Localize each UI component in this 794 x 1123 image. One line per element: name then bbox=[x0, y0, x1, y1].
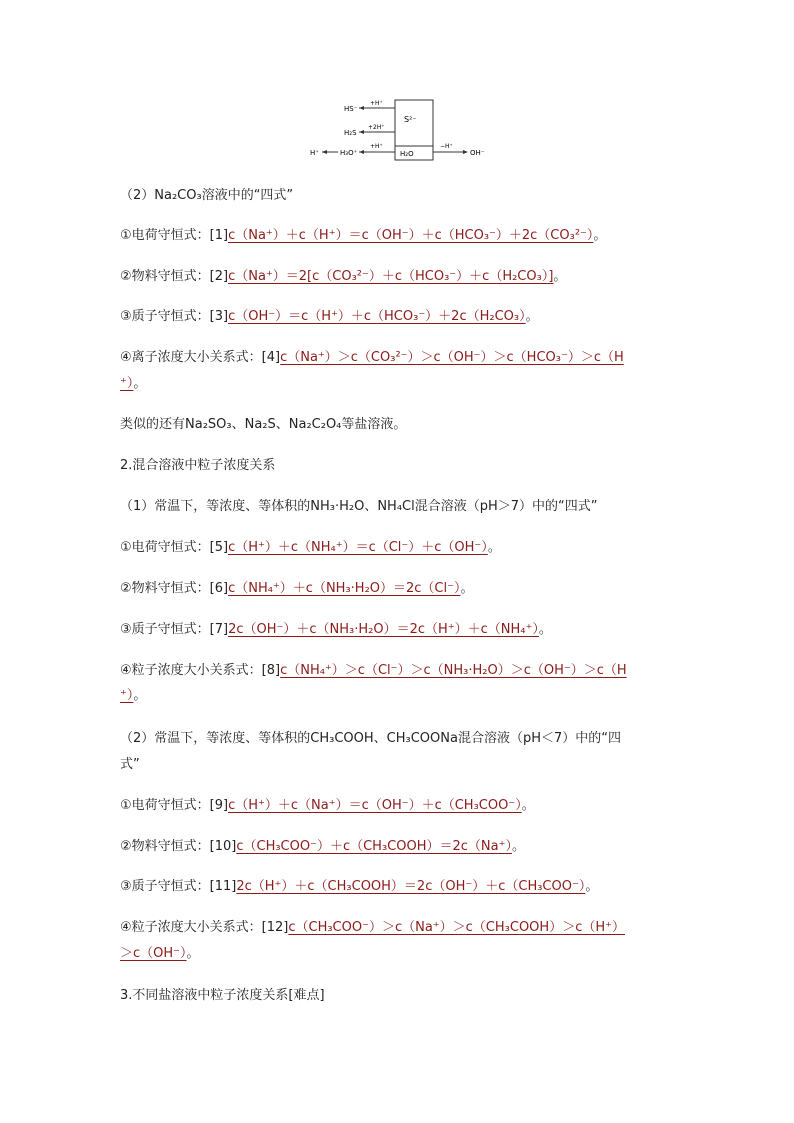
particle-order-8 bbox=[120, 661, 627, 681]
plus-2h-label: +2H⁺ bbox=[368, 124, 385, 131]
particle-order-12-cont: ＞c（OH⁻）。 bbox=[120, 946, 200, 961]
label: ③质子守恒式：[7] bbox=[120, 622, 229, 637]
section3-heading: 3.不同盐溶液中粒子浓度关系[难点] bbox=[120, 988, 325, 1003]
water-label: H₂O bbox=[400, 150, 414, 158]
particle-order-12 bbox=[120, 918, 625, 938]
material-conservation-10: ②物料守恒式：[10]c（CH₃COO⁻）＋c（CH₃COOH）＝2c（Na⁺）。 bbox=[120, 839, 525, 854]
label: ③质子守恒式：[11] bbox=[120, 879, 237, 894]
ion-order-4-cont: ⁺）。 bbox=[120, 376, 147, 391]
charge-conservation-1: ①电荷守恒式：[1]c（Na⁺）＋c（H⁺）＝c（OH⁻）＋c（HCO₃⁻）＋2c（CO₃²⁻）。 bbox=[120, 228, 607, 243]
minus-h-label: −H⁺ bbox=[440, 143, 453, 150]
sub2-heading: （2）常温下，等浓度、等体积的CH₃COOH、CH₃COONa混合溶液（pH＜7）中的“四 bbox=[120, 731, 621, 746]
arrow-oh-head bbox=[463, 150, 468, 154]
na2co3-heading: （2）Na₂CO₃溶液中的“四式” bbox=[120, 188, 294, 203]
s2-label: S²⁻ bbox=[404, 115, 417, 124]
answer-blank-cont: ⁺） bbox=[120, 376, 134, 391]
sub1-heading: （1）常温下，等浓度、等体积的NH₃·H₂O、NH₄Cl混合溶液（pH＞7）中的“四式” bbox=[120, 499, 598, 514]
h3o-label: H₃O⁺ bbox=[340, 149, 358, 157]
answer-blank: c（CH₃COO⁻）＞c（Na⁺）＞c（CH₃COOH）＞c（H⁺） bbox=[288, 920, 625, 935]
label: ②物料守恒式：[6] bbox=[120, 581, 229, 596]
answer-blank-cont: ⁺） bbox=[120, 688, 134, 703]
proton-conservation-3: ③质子守恒式：[3]c（OH⁻）＝c（H⁺）＋c（HCO₃⁻）＋2c（H₂CO₃）。 bbox=[120, 309, 539, 324]
answer-blank: c（CH₃COO⁻）＋c（CH₃COOH）＝2c（Na⁺） bbox=[236, 839, 512, 854]
proton-transfer-diagram bbox=[300, 94, 500, 168]
ion-order-4 bbox=[120, 348, 624, 368]
material-conservation-2: ②物料守恒式：[2]c（Na⁺）＝2[c（CO₃²⁻）＋c（HCO₃⁻）＋c（H₂CO₃）]。 bbox=[120, 269, 567, 284]
answer-blank: c（H⁺）＋c（Na⁺）＝c（OH⁻）＋c（CH₃COO⁻） bbox=[228, 798, 522, 813]
section2-heading: 2.混合溶液中粒子浓度关系 bbox=[120, 458, 276, 473]
arrow-hs-head bbox=[359, 106, 364, 110]
label: ②物料守恒式：[2] bbox=[120, 269, 229, 284]
h2s-label: H₂S bbox=[344, 129, 357, 137]
oh-label: OH⁻ bbox=[470, 149, 485, 157]
arrow-h2s-head bbox=[359, 130, 364, 134]
material-conservation-6: ②物料守恒式：[6]c（NH₄⁺）＋c（NH₃·H₂O）＝2c（Cl⁻）。 bbox=[120, 581, 474, 596]
label: ③质子守恒式：[3] bbox=[120, 309, 229, 324]
answer-blank: 2c（H⁺）＋c（CH₃COOH）＝2c（OH⁻）＋c（CH₃COO⁻） bbox=[236, 879, 586, 894]
label: ④离子浓度大小关系式：[4] bbox=[120, 350, 281, 365]
proton-conservation-7: ③质子守恒式：[7]2c（OH⁻）＋c（NH₃·H₂O）＝2c（H⁺）＋c（NH₄⁺）。 bbox=[120, 622, 552, 637]
similar-salts: 类似的还有Na₂SO₃、Na₂S、Na₂C₂O₄等盐溶液。 bbox=[120, 417, 407, 432]
label: ①电荷守恒式：[1] bbox=[120, 228, 229, 243]
label: ②物料守恒式：[10] bbox=[120, 839, 237, 854]
hplus-label: H⁺ bbox=[310, 149, 319, 157]
proton-conservation-11: ③质子守恒式：[11]2c（H⁺）＋c（CH₃COOH）＝2c（OH⁻）＋c（CH₃COO⁻）。 bbox=[120, 879, 599, 894]
answer-blank: c（Na⁺）＝2[c（CO₃²⁻）＋c（HCO₃⁻）＋c（H₂CO₃）] bbox=[228, 269, 554, 284]
label: ①电荷守恒式：[9] bbox=[120, 798, 229, 813]
hs-label: HS⁻ bbox=[344, 105, 358, 113]
particle-order-8-cont: ⁺）。 bbox=[120, 688, 147, 703]
charge-conservation-5: ①电荷守恒式：[5]c（H⁺）＋c（NH₄⁺）＝c（Cl⁻）＋c（OH⁻）。 bbox=[120, 540, 501, 555]
label: ①电荷守恒式：[5] bbox=[120, 540, 229, 555]
answer-blank-cont: ＞c（OH⁻） bbox=[120, 946, 187, 961]
answer-blank: c（Na⁺）＋c（H⁺）＝c（OH⁻）＋c（HCO₃⁻）＋2c（CO₃²⁻） bbox=[228, 228, 594, 243]
charge-conservation-9: ①电荷守恒式：[9]c（H⁺）＋c（Na⁺）＝c（OH⁻）＋c（CH₃COO⁻）。 bbox=[120, 798, 535, 813]
answer-blank: c（NH₄⁺）＞c（Cl⁻）＞c（NH₃·H₂O）＞c（OH⁻）＞c（H bbox=[280, 663, 627, 678]
answer-blank: c（H⁺）＋c（NH₄⁺）＝c（Cl⁻）＋c（OH⁻） bbox=[228, 540, 488, 555]
label: ④粒子浓度大小关系式：[12] bbox=[120, 920, 289, 935]
plus-h-label: +H⁺ bbox=[370, 100, 383, 107]
arrow-h3o-head bbox=[359, 150, 364, 154]
answer-blank: 2c（OH⁻）＋c（NH₃·H₂O）＝2c（H⁺）＋c（NH₄⁺） bbox=[228, 622, 539, 637]
plus-h2-label: +H⁺ bbox=[370, 143, 383, 150]
label: ④粒子浓度大小关系式：[8] bbox=[120, 663, 281, 678]
answer-blank: c（Na⁺）＞c（CO₃²⁻）＞c（OH⁻）＞c（HCO₃⁻）＞c（H bbox=[280, 350, 624, 365]
arrow-h-head bbox=[322, 150, 327, 154]
answer-blank: c（NH₄⁺）＋c（NH₃·H₂O）＝2c（Cl⁻） bbox=[228, 581, 461, 596]
sub2-heading-cont: 式” bbox=[120, 757, 140, 772]
answer-blank: c（OH⁻）＝c（H⁺）＋c（HCO₃⁻）＋2c（H₂CO₃） bbox=[228, 309, 526, 324]
